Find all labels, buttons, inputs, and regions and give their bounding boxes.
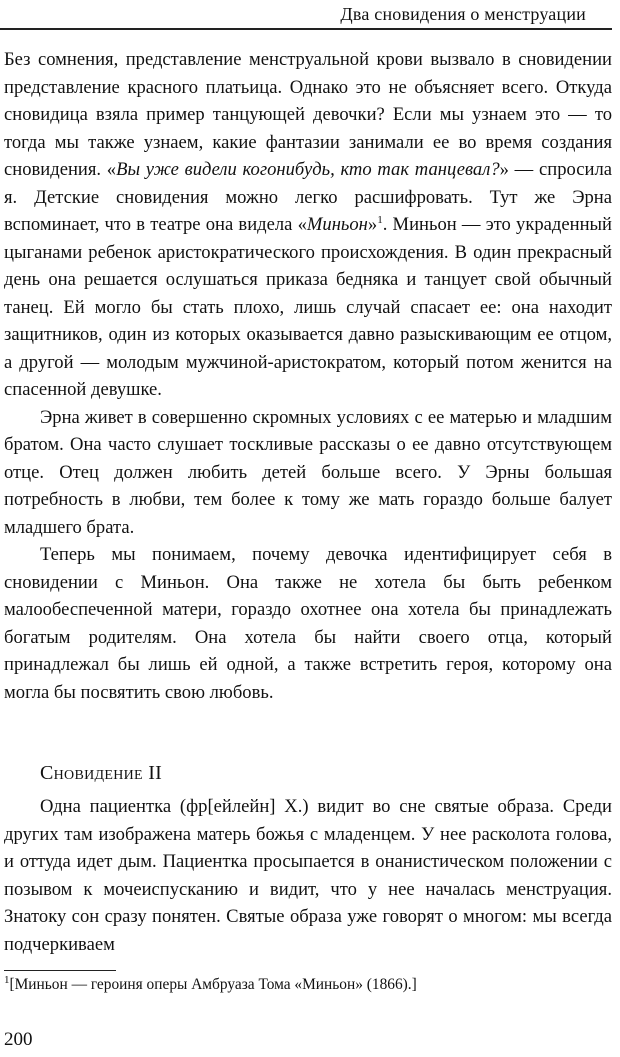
footnote-marker: 1 [4,973,10,986]
footnote [4,975,417,995]
mignon-title: Миньон [306,214,368,235]
section-heading [40,762,162,785]
paragraph-3: Теперь мы понимаем, почему девочка идентифицирует себя в сновидении с Миньон. Она также не хотела бы быть ребенком малообеспеченной матери, гораздо охотнее она хотела бы принадлежать богатым родителям. Она хотела бы найти своего отца, который принадлежал бы лишь ей одной, а также встретить героя, которому она могла бы посвятить свою любовь. [4,544,612,703]
quoted-question: Вы уже видели когонибудь, кто так танцевал? [116,159,500,180]
main-text [4,46,612,706]
paragraph-1-part-4: . Миньон — это украденный цыганами ребенок аристократического происхождения. В один прекрасный день она решается ослушаться приказа бедняка и танцует свой обычный танец. Ей могло бы стать плохо, лишь случай спасает ее: она находит защитников, один из которых оказывается давно разыскивающим ее отцом, а другой — молодым мужчиной-аристократом, который потом женится на спасенной девушке. [4,214,612,400]
section-text [4,793,612,958]
running-title: Два сновидения о менструации [340,4,586,24]
footnote-divider [4,970,116,971]
footnote-text: [Миньон — героиня оперы Амбруаза Тома «Миньон» (1866).] [9,976,417,993]
paragraph-1-part-1: Без сомнения, представление менструальной крови вызвало в сновидении представление красного платьица. Однако это не объясняет всего. Откуда сновидица взяла пример танцующей девочки? Если мы узнаем это — то тогда мы также узнаем, какие фантазии занимали ее во время создания сновидения. « [4,49,612,180]
section-heading-numeral: II [148,762,163,784]
running-header [0,0,612,30]
paragraph-1 [4,46,612,404]
page-number: 200 [4,1029,33,1050]
footnote-reference[interactable]: 1 [377,213,383,226]
paragraph-1-part-3: » [367,214,378,235]
section-paragraph: Одна пациентка (фр[ейлейн] X.) видит во сне святые образа. Среди других там изображена матерь божья с младенцем. У нее расколота голова, и оттуда идет дым. Пациентка просыпается в онанистическом положении с позывом к мочеиспусканию и видит, что у нее началась менструация. Знатоку сон сразу понятен. Святые образа уже говорят о многом: мы всегда подчеркиваем [4,796,612,955]
section-heading-word: Сновидение [40,762,143,784]
paragraph-2: Эрна живет в совершенно скромных условиях с ее матерью и младшим братом. Она часто слушает тоскливые рассказы о ее давно отсутствующем отце. Отец должен любить детей больше всего. У Эрны большая потребность в любви, тем более к тому же мать гораздо больше балует младшего брата. [4,406,612,538]
paragraph-1-part-2: » — спросила я. Детские сновидения можно легко расшифровать. Тут же Эрна вспоминает, что в театре она видела « [4,159,612,235]
